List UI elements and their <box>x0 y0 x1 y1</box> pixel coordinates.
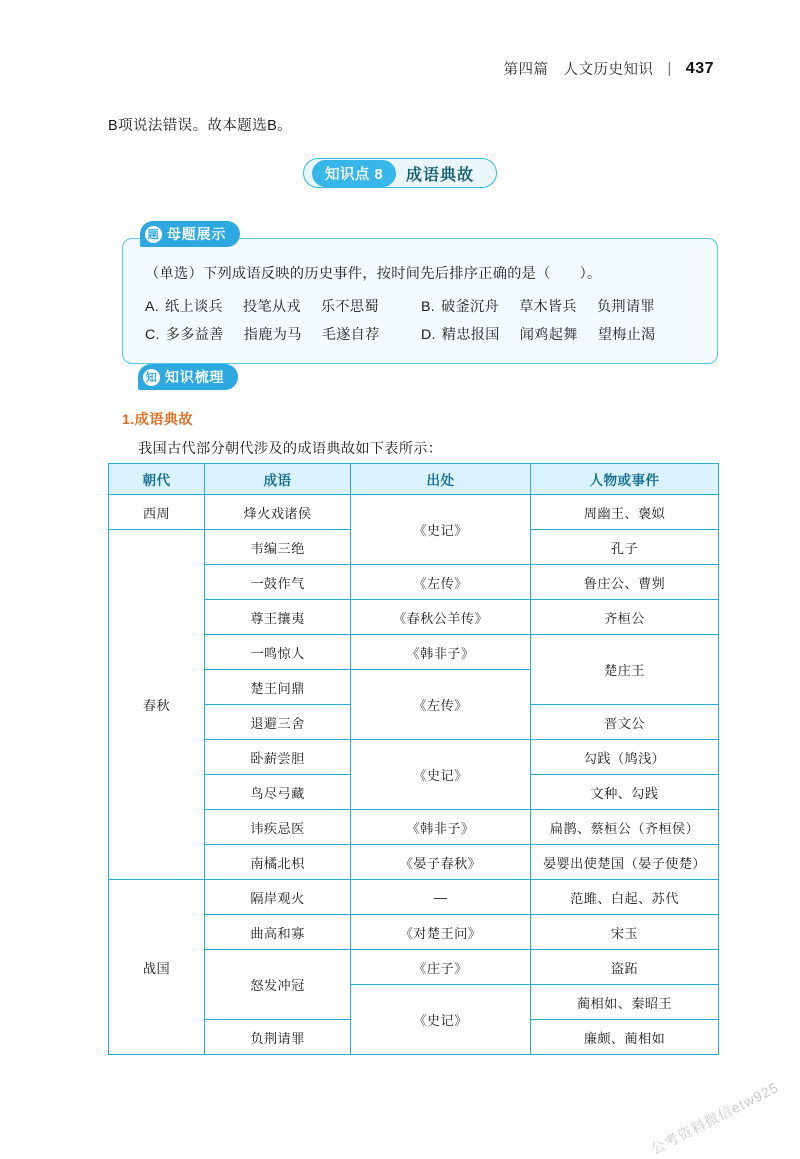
cell-idiom: 曲高和寡 <box>205 915 351 950</box>
question-option-b[interactable] <box>421 293 697 321</box>
option-b-part-2: 草木皆兵 <box>518 299 577 315</box>
cell-person: 范雎、白起、苏代 <box>531 880 719 915</box>
option-a-part-2: 投笔从戎 <box>242 299 301 315</box>
table-row <box>109 495 719 530</box>
cell-source: 《庄子》 <box>351 950 531 985</box>
cell-source: 《左传》 <box>351 670 531 740</box>
cell-source: 《韩非子》 <box>351 810 531 845</box>
watermark: 公考资料微信etw925 <box>648 1078 782 1158</box>
cell-idiom: 讳疾忌医 <box>205 810 351 845</box>
option-b-part-1: 破釜沉舟 <box>441 299 499 315</box>
cell-person: 周幽王、褒姒 <box>531 495 719 530</box>
option-c-part-3: 毛遂自荐 <box>321 327 380 343</box>
cell-source: 《史记》 <box>351 495 531 565</box>
cell-person: 楚庄王 <box>531 635 719 705</box>
cell-idiom: 一鼓作气 <box>205 565 351 600</box>
table-header-row <box>109 464 719 495</box>
review-tag-label: 知识梳理 <box>165 369 225 385</box>
question-tag-icon: 题 <box>145 226 162 243</box>
cell-person: 宋玉 <box>531 915 719 950</box>
option-d-part-3: 望梅止渴 <box>597 327 656 343</box>
cell-person: 蔺相如、秦昭王 <box>531 985 719 1020</box>
idiom-table-wrap <box>108 463 718 1055</box>
table-header-dynasty: 朝代 <box>109 464 205 495</box>
cell-source: 《韩非子》 <box>351 635 531 670</box>
cell-person: 廉颇、蔺相如 <box>531 1020 719 1055</box>
idiom-table <box>108 463 719 1055</box>
option-a-part-1: 纸上谈兵 <box>165 299 223 315</box>
option-c-letter: C. <box>145 327 160 343</box>
cell-dynasty: 春秋 <box>109 530 205 880</box>
cell-idiom: 一鸣惊人 <box>205 635 351 670</box>
cell-person: 文种、勾践 <box>531 775 719 810</box>
review-section-tag <box>138 364 238 390</box>
cell-idiom: 负荆请罪 <box>205 1020 351 1055</box>
cell-person: 盗跖 <box>531 950 719 985</box>
cell-idiom: 退避三舍 <box>205 705 351 740</box>
cell-source: 《左传》 <box>351 565 531 600</box>
cell-source: 《春秋公羊传》 <box>351 600 531 635</box>
question-option-row <box>145 293 697 321</box>
cell-idiom: 韦编三绝 <box>205 530 351 565</box>
page-header <box>504 58 714 79</box>
cell-source: — <box>351 880 531 915</box>
cell-person: 晋文公 <box>531 705 719 740</box>
intro-paragraph: B项说法错误。故本题选B。 <box>108 118 293 134</box>
table-row <box>109 880 719 915</box>
page-number: 437 <box>685 59 714 77</box>
option-c-part-1: 多多益善 <box>165 327 224 343</box>
question-option-a[interactable] <box>145 293 421 321</box>
option-d-part-2: 闻鸡起舞 <box>519 327 578 343</box>
option-c-part-2: 指鹿为马 <box>243 327 302 343</box>
header-section-title: 第四篇 人文历史知识 <box>503 62 654 78</box>
subsection-heading: 1.成语典故 <box>122 412 193 428</box>
knowledge-point-number: 知识点 8 <box>312 160 396 187</box>
cell-person: 晏婴出使楚国（晏子使楚） <box>531 845 719 880</box>
cell-idiom: 烽火戏诸侯 <box>205 495 351 530</box>
cell-idiom: 楚王问鼎 <box>205 670 351 705</box>
option-b-part-3: 负荆请罪 <box>596 299 655 315</box>
table-header-person: 人物或事件 <box>531 464 719 495</box>
cell-dynasty: 战国 <box>109 880 205 1055</box>
option-b-letter: B. <box>421 299 436 315</box>
option-d-letter: D. <box>421 327 436 343</box>
knowledge-point-banner <box>0 158 800 188</box>
cell-person: 齐桓公 <box>531 600 719 635</box>
question-option-row <box>145 321 697 349</box>
cell-dynasty: 西周 <box>109 495 205 530</box>
knowledge-point-title: 成语典故 <box>406 166 475 184</box>
table-header-idiom: 成语 <box>205 464 351 495</box>
table-lead-text: 我国古代部分朝代涉及的成语典故如下表所示： <box>138 441 443 457</box>
cell-idiom: 南橘北枳 <box>205 845 351 880</box>
cell-idiom: 隔岸观火 <box>205 880 351 915</box>
cell-idiom: 怒发冲冠 <box>205 950 351 1020</box>
idiom-table-body <box>109 495 719 1055</box>
cell-person: 孔子 <box>531 530 719 565</box>
table-header-source: 出处 <box>351 464 531 495</box>
cell-source: 《对楚王问》 <box>351 915 531 950</box>
review-tag-icon: 知 <box>143 369 160 386</box>
question-option-d[interactable] <box>421 321 697 349</box>
option-a-part-3: 乐不思蜀 <box>320 299 379 315</box>
cell-source: 《史记》 <box>351 740 531 810</box>
cell-person: 扁鹊、蔡桓公（齐桓侯） <box>531 810 719 845</box>
question-tag-label: 母题展示 <box>167 226 227 242</box>
question-stem: （单选）下列成语反映的历史事件，按时间先后排序正确的是（ ）。 <box>145 266 602 282</box>
question-option-c[interactable] <box>145 321 421 349</box>
question-section-tag <box>140 221 240 247</box>
cell-idiom: 尊王攘夷 <box>205 600 351 635</box>
cell-person: 鲁庄公、曹刿 <box>531 565 719 600</box>
option-a-letter: A. <box>145 299 160 315</box>
header-separator: | <box>667 60 672 77</box>
cell-source: 《晏子春秋》 <box>351 845 531 880</box>
option-d-part-1: 精忠报国 <box>441 327 500 343</box>
cell-idiom: 卧薪尝胆 <box>205 740 351 775</box>
question-box <box>122 238 718 364</box>
cell-source: 《史记》 <box>351 985 531 1055</box>
cell-idiom: 鸟尽弓藏 <box>205 775 351 810</box>
cell-person: 勾践（鸠浅） <box>531 740 719 775</box>
